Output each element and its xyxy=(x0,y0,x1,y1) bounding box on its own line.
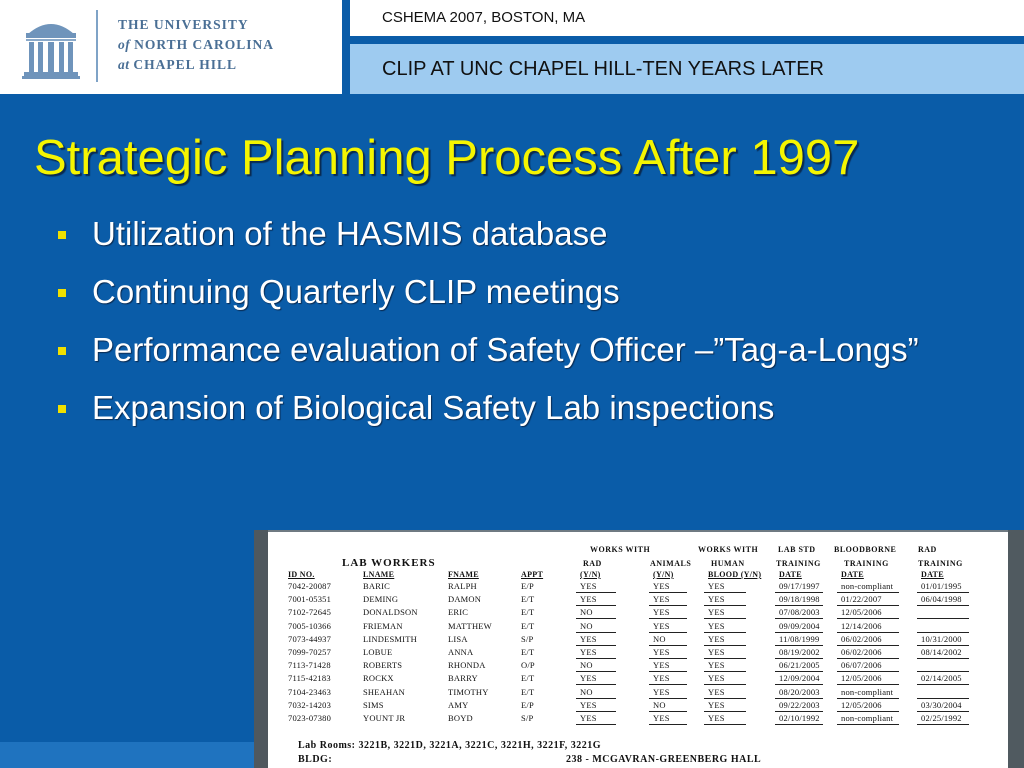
cell-underline xyxy=(704,671,746,672)
cell-underline xyxy=(837,711,899,712)
cell-underline xyxy=(775,684,823,685)
table-cell: 06/21/2005 xyxy=(779,660,820,671)
cell-underline xyxy=(917,698,969,699)
table-cell: LOBUE xyxy=(363,647,393,657)
column-header: ID NO. xyxy=(288,570,315,579)
cell-underline xyxy=(704,632,746,633)
table-cell: 7032-14203 xyxy=(288,699,332,710)
table-cell: 12/14/2006 xyxy=(841,620,882,631)
table-cell: 7005-10366 xyxy=(288,620,332,631)
column-header: LNAME xyxy=(363,570,395,579)
group-header-works-with: WORKS WITH xyxy=(698,545,759,554)
cell-underline xyxy=(576,592,616,593)
subtitle-header xyxy=(350,44,1024,94)
table-cell: NO xyxy=(653,633,666,644)
footer-strip xyxy=(0,742,270,768)
table-cell: 10/31/2000 xyxy=(921,633,962,644)
table-cell: 06/04/1998 xyxy=(921,594,962,605)
cell-underline xyxy=(917,645,969,646)
cell-underline xyxy=(649,592,687,593)
cell-underline xyxy=(576,632,616,633)
lab-workers-title: LAB WORKERS xyxy=(342,557,436,569)
table-cell: non-compliant xyxy=(841,686,894,697)
cell-underline xyxy=(576,658,616,659)
cell-underline xyxy=(576,711,616,712)
table-cell: 7001-05351 xyxy=(288,594,332,605)
table-cell: 02/14/2005 xyxy=(921,673,962,684)
scan-edge-right xyxy=(1008,530,1024,768)
table-cell: 09/17/1997 xyxy=(779,581,820,591)
cell-underline xyxy=(917,605,969,606)
table-cell: YES xyxy=(653,594,670,605)
cell-underline xyxy=(704,658,746,659)
cell-underline xyxy=(649,711,687,712)
column-header: DATE xyxy=(779,570,802,579)
table-cell: 01/22/2007 xyxy=(841,594,882,605)
table-cell: LINDESMITH xyxy=(363,633,417,644)
table-cell: DAMON xyxy=(448,594,482,605)
table-cell: NO xyxy=(580,660,593,671)
cell-underline xyxy=(775,711,823,712)
table-cell: S/P xyxy=(521,713,534,723)
table-cell: ROBERTS xyxy=(363,660,403,671)
cell-underline xyxy=(837,658,899,659)
logo-divider xyxy=(96,10,98,82)
table-cell: 06/02/2006 xyxy=(841,633,882,644)
table-cell: non-compliant xyxy=(841,581,894,591)
group-header-works-with: WORKS WITH xyxy=(590,545,651,554)
table-cell: 02/10/1992 xyxy=(779,713,820,723)
table-cell: 01/01/1995 xyxy=(921,581,962,591)
table-cell: 09/09/2004 xyxy=(779,620,820,631)
cell-underline xyxy=(649,671,687,672)
table-cell: YES xyxy=(653,713,670,723)
subheader-rad: RAD xyxy=(583,559,602,568)
table-cell: RHONDA xyxy=(448,660,486,671)
bullet-item: Utilization of the HASMIS database xyxy=(58,214,998,254)
column-header: (Y/N) xyxy=(653,570,674,579)
table-cell: 12/05/2006 xyxy=(841,607,882,618)
cell-underline xyxy=(649,684,687,685)
cell-underline xyxy=(576,724,616,725)
cell-underline xyxy=(704,711,746,712)
cell-underline xyxy=(837,618,899,619)
column-header: DATE xyxy=(921,570,944,579)
table-cell: non-compliant xyxy=(841,713,894,723)
table-cell: AMY xyxy=(448,699,469,710)
table-cell: 7113-71428 xyxy=(288,660,331,671)
table-cell: YES xyxy=(708,686,725,697)
column-header: (Y/N) xyxy=(580,570,601,579)
subheader-animals: ANIMALS xyxy=(650,559,692,568)
logo-line-3: at CHAPEL HILL xyxy=(118,57,238,72)
subheader-training: TRAINING xyxy=(844,559,889,568)
slide-title: Strategic Planning Process After 1997 xyxy=(34,131,860,185)
table-cell: TIMOTHY xyxy=(448,686,489,697)
table-cell: YES xyxy=(653,620,670,631)
table-cell: 7099-70257 xyxy=(288,647,332,657)
cell-underline xyxy=(837,698,899,699)
table-cell: YOUNT JR xyxy=(363,713,406,723)
logo-line-2: of NORTH CAROLINA xyxy=(118,37,275,52)
university-wordmark xyxy=(118,15,333,75)
table-cell: 7104-23463 xyxy=(288,686,332,697)
cell-underline xyxy=(837,632,899,633)
cell-underline xyxy=(576,605,616,606)
cell-underline xyxy=(576,671,616,672)
group-header-bloodborne: BLOODBORNE xyxy=(834,545,897,554)
cell-underline xyxy=(917,658,969,659)
cell-underline xyxy=(704,605,746,606)
table-cell: E/T xyxy=(521,647,535,657)
table-cell: SIMS xyxy=(363,699,384,710)
logo-line-1: THE UNIVERSITY xyxy=(118,17,249,32)
column-header: BLOOD (Y/N) xyxy=(708,570,762,579)
table-cell: 06/02/2006 xyxy=(841,647,882,657)
table-cell: YES xyxy=(580,699,597,710)
table-cell: ROCKX xyxy=(363,673,394,684)
table-cell: ERIC xyxy=(448,607,469,618)
table-cell: BARRY xyxy=(448,673,478,684)
table-cell: YES xyxy=(580,581,597,591)
cell-underline xyxy=(837,605,899,606)
cell-underline xyxy=(649,645,687,646)
cell-underline xyxy=(576,645,616,646)
table-cell: 12/05/2006 xyxy=(841,699,882,710)
group-header-lab-std: LAB STD xyxy=(778,545,816,554)
table-cell: 7023-07380 xyxy=(288,713,332,723)
table-cell: 08/20/2003 xyxy=(779,686,820,697)
table-cell: ANNA xyxy=(448,647,474,657)
cell-underline xyxy=(917,618,969,619)
conference-label: CSHEMA 2007, BOSTON, MA xyxy=(382,9,586,26)
subtitle-label: CLIP AT UNC CHAPEL HILL-TEN YEARS LATER xyxy=(382,58,824,80)
table-cell: 06/07/2006 xyxy=(841,660,882,671)
table-cell: 7073-44937 xyxy=(288,633,332,644)
table-cell: YES xyxy=(708,633,725,644)
table-cell: LISA xyxy=(448,633,468,644)
cell-underline xyxy=(837,684,899,685)
cell-underline xyxy=(704,592,746,593)
lab-rooms-line: Lab Rooms: 3221B, 3221D, 3221A, 3221C, 3221H, 3221F, 3221G xyxy=(298,740,602,751)
table-cell: 02/25/1992 xyxy=(921,713,962,723)
cell-underline xyxy=(649,658,687,659)
table-cell: YES xyxy=(580,713,597,723)
table-cell: YES xyxy=(708,594,725,605)
subheader-training: TRAINING xyxy=(776,559,821,568)
table-cell: E/T xyxy=(521,607,535,618)
cell-underline xyxy=(775,632,823,633)
table-cell: 7102-72645 xyxy=(288,607,332,618)
table-cell: YES xyxy=(708,660,725,671)
table-cell: MATTHEW xyxy=(448,620,492,631)
bullet-square-icon xyxy=(58,405,66,413)
cell-underline xyxy=(837,592,899,593)
column-header: APPT xyxy=(521,570,544,579)
table-cell: YES xyxy=(653,647,670,657)
table-cell: YES xyxy=(708,673,725,684)
table-cell: YES xyxy=(653,673,670,684)
table-cell: O/P xyxy=(521,660,535,671)
cell-underline xyxy=(704,724,746,725)
cell-underline xyxy=(775,698,823,699)
table-cell: 09/22/2003 xyxy=(779,699,820,710)
table-cell: YES xyxy=(580,594,597,605)
cell-underline xyxy=(576,684,616,685)
bullet-square-icon xyxy=(58,231,66,239)
subheader-training: TRAINING xyxy=(918,559,963,568)
cell-underline xyxy=(649,605,687,606)
cell-underline xyxy=(917,671,969,672)
table-cell: DEMING xyxy=(363,594,399,605)
table-cell: 08/19/2002 xyxy=(779,647,820,657)
cell-underline xyxy=(917,592,969,593)
scan-edge-left xyxy=(254,530,268,768)
column-header: DATE xyxy=(841,570,864,579)
table-cell: RALPH xyxy=(448,581,477,591)
cell-underline xyxy=(837,724,899,725)
table-cell: YES xyxy=(653,686,670,697)
cell-underline xyxy=(775,592,823,593)
table-cell: 12/05/2006 xyxy=(841,673,882,684)
table-cell: 12/09/2004 xyxy=(779,673,820,684)
table-cell: YES xyxy=(708,607,725,618)
table-cell: 07/08/2003 xyxy=(779,607,820,618)
table-cell: BARIC xyxy=(363,581,390,591)
table-cell: DONALDSON xyxy=(363,607,418,618)
lab-workers-document xyxy=(268,532,1008,768)
table-cell: 7115-42183 xyxy=(288,673,331,684)
cell-underline xyxy=(649,632,687,633)
table-cell: E/T xyxy=(521,686,535,697)
bullet-item: Expansion of Biological Safety Lab inspections xyxy=(58,388,998,428)
cell-underline xyxy=(704,618,746,619)
bldg-label: BLDG: xyxy=(298,754,333,765)
table-cell: YES xyxy=(580,673,597,684)
table-cell: YES xyxy=(708,647,725,657)
table-cell: YES xyxy=(708,620,725,631)
bullet-list xyxy=(58,214,998,446)
cell-underline xyxy=(704,684,746,685)
cell-underline xyxy=(576,698,616,699)
column-header: FNAME xyxy=(448,570,479,579)
cell-underline xyxy=(649,618,687,619)
bldg-value: 238 - MCGAVRAN-GREENBERG HALL xyxy=(566,754,762,765)
cell-underline xyxy=(917,724,969,725)
cell-underline xyxy=(837,645,899,646)
table-cell: FRIEMAN xyxy=(363,620,403,631)
table-cell: YES xyxy=(708,581,725,591)
cell-underline xyxy=(775,671,823,672)
cell-underline xyxy=(837,671,899,672)
cell-underline xyxy=(775,645,823,646)
bullet-item: Continuing Quarterly CLIP meetings xyxy=(58,272,998,312)
cell-underline xyxy=(775,605,823,606)
table-cell: NO xyxy=(580,620,593,631)
table-cell: E/T xyxy=(521,594,535,605)
table-cell: E/T xyxy=(521,620,535,631)
cell-underline xyxy=(917,711,969,712)
old-well-icon xyxy=(22,12,80,80)
table-cell: E/T xyxy=(521,673,535,684)
bullet-item: Performance evaluation of Safety Officer –”Tag-a-Longs” xyxy=(58,330,998,370)
cell-underline xyxy=(917,684,969,685)
table-cell: YES xyxy=(580,633,597,644)
cell-underline xyxy=(775,658,823,659)
bullet-square-icon xyxy=(58,347,66,355)
table-cell: 11/08/1999 xyxy=(779,633,820,644)
table-cell: NO xyxy=(580,607,593,618)
table-cell: YES xyxy=(653,581,670,591)
table-cell: NO xyxy=(653,699,666,710)
cell-underline xyxy=(576,618,616,619)
table-cell: YES xyxy=(653,607,670,618)
table-cell: YES xyxy=(708,699,725,710)
cell-underline xyxy=(775,724,823,725)
conference-header xyxy=(350,0,1024,36)
cell-underline xyxy=(649,698,687,699)
subheader-human: HUMAN xyxy=(711,559,745,568)
table-cell: BOYD xyxy=(448,713,473,723)
bullet-square-icon xyxy=(58,289,66,297)
table-cell: YES xyxy=(653,660,670,671)
cell-underline xyxy=(704,645,746,646)
cell-underline xyxy=(775,618,823,619)
table-cell: YES xyxy=(708,713,725,723)
table-cell: 08/14/2002 xyxy=(921,647,962,657)
table-cell: 03/30/2004 xyxy=(921,699,962,710)
cell-underline xyxy=(649,724,687,725)
table-cell: SHEAHAN xyxy=(363,686,406,697)
group-header-rad: RAD xyxy=(918,545,937,554)
table-cell: 7042-20087 xyxy=(288,581,332,591)
university-logo xyxy=(0,0,342,94)
table-cell: YES xyxy=(580,647,597,657)
cell-underline xyxy=(917,632,969,633)
cell-underline xyxy=(704,698,746,699)
table-cell: S/P xyxy=(521,633,534,644)
table-cell: E/P xyxy=(521,699,534,710)
table-cell: NO xyxy=(580,686,593,697)
table-cell: 09/18/1998 xyxy=(779,594,820,605)
table-cell: E/P xyxy=(521,581,534,591)
